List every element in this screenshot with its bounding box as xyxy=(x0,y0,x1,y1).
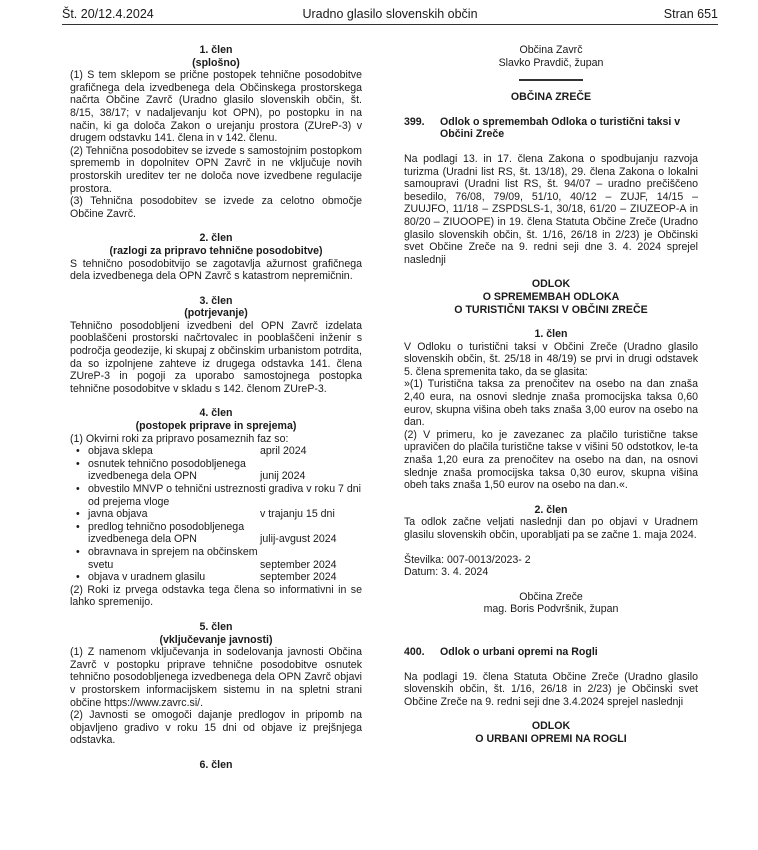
municipality-heading: OBČINA ZREČE xyxy=(510,91,592,104)
article-2-subtitle: (razlogi za pripravo tehnične posodobitve) xyxy=(109,244,323,257)
odlok-1-line-1: ODLOK xyxy=(531,278,571,291)
odlok-1-line-2: O SPREMEMBAH ODLOKA xyxy=(482,290,620,303)
article-5-subtitle: (vključevanje javnosti) xyxy=(159,633,273,646)
list-item: • osnutek tehnično posodobljenega izvedbenega dela OPN junij 2024 xyxy=(70,458,362,483)
r-article-1-para-1: V Odloku o turistični taksi v Občini Zreče (Uradno glasilo slovenskih občin, št. 25/18 in 48/19) se prvi in drugi odstavek 5. člena spremenita tako, da se glasita: xyxy=(404,340,698,378)
issue-number: Št. 20/12.4.2024 xyxy=(62,7,154,21)
article-5-para-2: (2) Javnosti se omogoči dajanje predlogov in pripomb na objavljeno gradivo v roku 15 dni od objave iz prejšnjega odstavka. xyxy=(70,709,362,747)
article-4-intro: (1) Okvirni roki za pripravo posameznih faz so: xyxy=(70,432,289,445)
list-item: • objava sklepa april 2024 xyxy=(70,445,362,458)
article-5-para-1: (1) Z namenom vključevanja in sodelovanja javnosti Občina Zavrč v postopku priprave tehnične posodobitve osnutek tehnično posodobljenega izvedbenega dela OPN Zavrč objavi v prostorskem informacijskem sistemu in na spletni strani občine https://www.zavrc.si/. xyxy=(70,646,362,709)
list-item: • predlog tehnično posodobljenega izvedbenega dela OPN julij-avgust 2024 xyxy=(70,521,362,546)
article-4-title: 4. člen xyxy=(199,407,233,420)
page-header xyxy=(62,6,718,25)
article-1-para-3: (3) Tehnična posodobitev se izvede za celotno območje Občine Zavrč. xyxy=(70,195,362,220)
signature-place-1: Občina Zavrč xyxy=(519,44,583,56)
article-3-title: 3. člen xyxy=(199,294,233,307)
item-400-heading xyxy=(404,646,698,659)
item-399-basis: Na podlagi 13. in 17. člena Zakona o spodbujanju razvoja turizma (Uradni list RS, št. 13/18), 29. člena Zakona o lokalni samoupravi (Uradni list RS, št. 94/07 – uradno prečiščeno besedilo, 76/08, 79/09, 51/10, 40/12 – ZUJF, 14/15 – ZUUJFO, 11/18 – ZSPDSLS-1, 30/18, 61/20 – ZIUZEOP-A in 80/20 – ZIUOOPE) in 19. člena Statuta Občine Zreče (Uradno glasilo slovenskih občin, št. 1/16, 26/18 in 2/23) je Občinski svet Občine Zreče na 9. redni seji dne 3. 4. 2024 sprejel naslednji xyxy=(404,152,698,266)
r-article-2-para-1: Ta odlok začne veljati naslednji dan po objavi v Uradnem glasilu slovenskih občin, uporabljati pa se začne 1. maja 2024. xyxy=(404,516,698,541)
odlok-2-line-2: O URBANI OPREMI NA ROGLI xyxy=(475,732,627,745)
right-column xyxy=(404,44,698,746)
item-400-number: 400. xyxy=(404,645,425,658)
list-item: • objava v uradnem glasilu september 2024 xyxy=(70,571,362,584)
article-1-subtitle: (splošno) xyxy=(192,56,240,69)
document-date: Datum: 3. 4. 2024 xyxy=(404,566,489,579)
page-number: Stran 651 xyxy=(663,7,718,21)
r-article-1-para-3: (2) V primeru, ko je zavezanec za plačilo turistične takse upravičen do plačila turistične takse v višini 50 odstotkov, le-ta znaša 1,20 eura za prenočitev na osebo na dan, na osnovi slednje znaša promocijska taksa 0,30 eurov, skupna višina obeh taks znaša 1,50 eurov na osebo na dan.«. xyxy=(404,428,698,492)
item-399-heading xyxy=(404,116,698,141)
article-4-para-2: (2) Roki iz prvega odstavka tega člena so informativni in se lahko spremenijo. xyxy=(70,583,362,609)
article-4-subtitle: (postopek priprave in sprejema) xyxy=(135,420,297,433)
article-2-title: 2. člen xyxy=(199,232,233,245)
item-400-basis: Na podlagi 19. člena Statuta Občine Zreče (Uradno glasilo slovenskih občin, št. 1/16, 26/18 in 2/23) je Občinski svet Občine Zreče na 9. redni seji dne 3.4.2024 sprejel naslednji xyxy=(404,670,698,708)
phase-list xyxy=(70,445,362,584)
odlok-2-line-1: ODLOK xyxy=(531,720,571,733)
list-item: • javna objava v trajanju 15 dni xyxy=(70,508,362,521)
signature-name-2: mag. Boris Podvršnik, župan xyxy=(483,603,619,616)
article-1-para-1: (1) S tem sklepom se prične postopek tehnične posodobitve grafičnega dela izvedbenega dela Občinskega prostorskega načrta Občine Zavrč (Uradno glasilo slovenskih občin, št. 8/15, 38/17; v nadaljevanju kot OPN), po postopku in na način, ki ga določa Zakon o urejanju prostora (ZUreP-3) v drugem odstavku 141. člena in v 142. členu. xyxy=(70,69,362,145)
odlok-1-line-3: O TURISTIČNI TAKSI V OBČINI ZREČE xyxy=(454,303,648,316)
section-divider xyxy=(519,79,583,81)
article-1-title: 1. člen xyxy=(199,44,233,56)
list-item: • obvestilo MNVP o tehnični ustreznosti gradiva v roku 7 dni od prejema vloge xyxy=(70,483,362,508)
article-3-subtitle: (potrjevanje) xyxy=(184,307,248,320)
signature-name-1: Slavko Pravdič, župan xyxy=(498,56,604,69)
r-article-1-title: 1. člen xyxy=(534,328,568,341)
left-column xyxy=(70,44,362,771)
item-399-number: 399. xyxy=(404,115,425,128)
article-2-para-1: S tehnično posodobitvijo se zagotavlja ažurnost grafičnega dela izvedbenega dela OPN Zavrč s katastrom nepremičnin. xyxy=(70,257,362,283)
article-6-title: 6. člen xyxy=(199,758,233,771)
list-item: • obravnava in sprejem na občinskem svetu september 2024 xyxy=(70,546,362,571)
item-400-title: Odlok o urbani opremi na Rogli xyxy=(440,645,598,658)
article-3-para-1: Tehnično posodobljeni izvedbeni del OPN Zavrč izdelata pooblaščeni prostorski načrtovalec in pooblaščeni inženir s področja geodezije, ki skupaj z občinskim urbanistom potrdita, da so izpolnjene zahteve iz drugega odstavka 141. člena ZUreP-3 in pogoji za uporabo samostojnega postopka tehnične posodobitve v skladu s 142. členom ZUreP-3. xyxy=(70,319,362,395)
article-1-para-2: (2) Tehnična posodobitev se izvede s samostojnim postopkom sprememb in dopolnitev OPN Zavrč in ne vključuje novih prostorskih ureditev ter ne določa nove izvedbene regulacije prostora. xyxy=(70,144,362,195)
r-article-1-para-2: »(1) Turistična taksa za prenočitev na osebo na dan znaša 2,40 eura, na osnovi slednje znaša promocijska taksa 0,60 eurov, skupna višina obeh taks znaša 3,00 eurov na osebo na dan. xyxy=(404,378,698,429)
r-article-2-title: 2. člen xyxy=(534,503,568,516)
document-number: Številka: 007-0013/2023- 2 xyxy=(404,553,531,566)
signature-place-2: Občina Zreče xyxy=(519,590,583,603)
item-399-title: Odlok o spremembah Odloka o turistični taksi v Občini Zreče xyxy=(440,115,681,141)
publication-title: Uradno glasilo slovenskih občin xyxy=(302,7,478,21)
article-5-title: 5. člen xyxy=(199,620,233,633)
